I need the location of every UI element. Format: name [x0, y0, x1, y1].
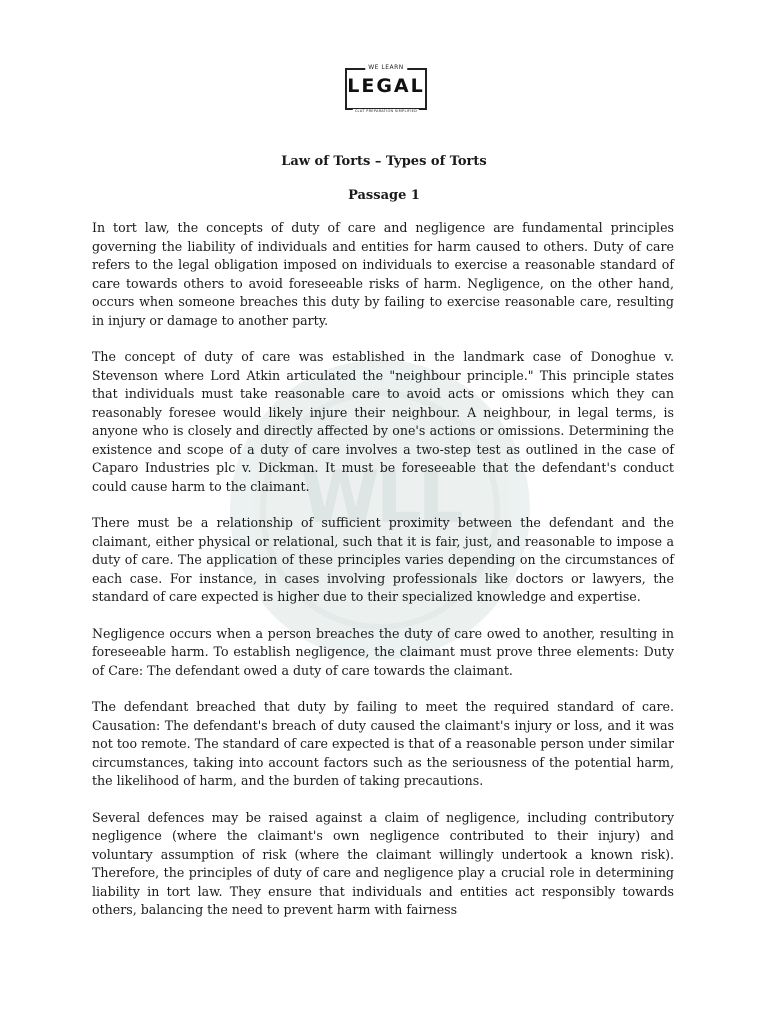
paragraph: The defendant breached that duty by failing to meet the required standard of care. Causation: The defendant's breach of duty caused the claimant's injury or loss, and it was not too remote. The standard of care expected is that of a reasonable person under similar circumstances, taking into account factors such as the seriousness of the potential harm, the likelihood of harm, and the burden of taking precautions.	[92, 699, 674, 788]
passage-heading: Passage 1	[348, 188, 420, 203]
logo-main-text: LEGAL	[347, 75, 425, 97]
paragraph: There must be a relationship of sufficient proximity between the defendant and the claimant, either physical or relational, such that it is fair, just, and reasonable to impose a duty of care. The application of these principles varies depending on the circumstances of each case. For instance, in cases involving professionals like doctors or lawyers, the standard of care expected is higher due to their specialized knowledge and expertise.	[92, 515, 674, 604]
document-title: Law of Torts – Types of Torts	[281, 154, 487, 169]
brand-logo	[345, 64, 427, 113]
watermark-mark: WLL	[300, 455, 460, 539]
logo-tagline: CLAT PREPARATION SIMPLIFIED	[354, 109, 418, 113]
paragraph: Several defences may be raised against a claim of negligence, including contributory negligence (where the claimant's own negligence contributed to their injury) and voluntary assumption of risk (where the claimant willingly undertook a known risk). Therefore, the principles of duty of care and negligence play a crucial role in determining liability in tort law. They ensure that individuals and entities act responsibly towards others, balancing the need to prevent harm with fairness	[92, 809, 674, 917]
logo-top-text: WE LEARN	[365, 64, 407, 71]
paragraph: Negligence occurs when a person breaches the duty of care owed to another, resulting in foreseeable harm. To establish negligence, the claimant must prove three elements: Duty of Care: The defendant owed a duty of care towards the claimant.	[92, 625, 674, 678]
paragraph: In tort law, the concepts of duty of care and negligence are fundamental principles governing the liability of individuals and entities for harm caused to others. Duty of care refers to the legal obligation imposed on individuals to exercise a reasonable standard of care towards others to avoid foreseeable risks of harm. Negligence, on the other hand, occurs when someone breaches this duty by failing to exercise reasonable care, resulting in injury or damage to another party.	[92, 220, 674, 328]
paragraph: The concept of duty of care was established in the landmark case of Donoghue v. Stevenson where Lord Atkin articulated the "neighbour principle." This principle states that individuals must take reasonable care to avoid acts or omissions which they can reasonably foresee would likely injure their neighbour. A neighbour, in legal terms, is anyone who is closely and directly affected by one's actions or omissions. Determining the existence and scope of a duty of care involves a two-step test as outlined in the case of Caparo Industries plc v. Dickman. It must be foreseeable that the defendant's conduct could cause harm to the claimant.	[92, 349, 674, 494]
passage-body	[92, 219, 674, 938]
